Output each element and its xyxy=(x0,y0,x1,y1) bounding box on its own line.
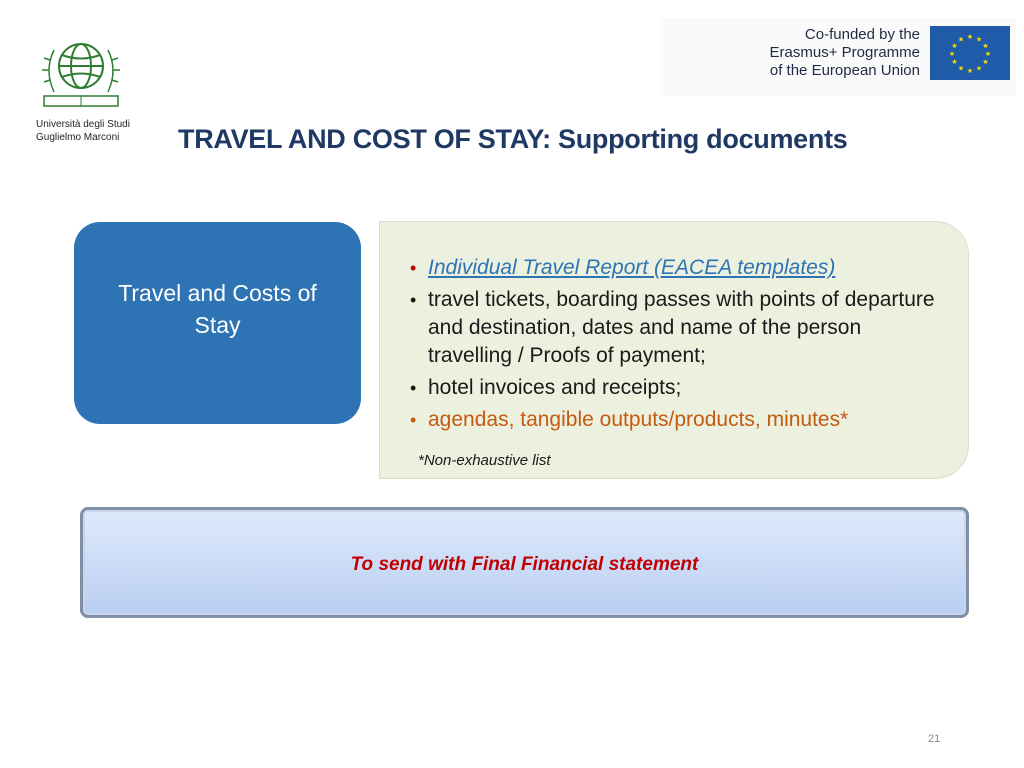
list-item xyxy=(410,374,950,402)
list-item-text: travel tickets, boarding passes with points of departure and destination, dates and name of the person travelling / Proofs of payment; xyxy=(428,288,935,367)
category-label: Travel and Costs of Stay xyxy=(118,280,317,338)
page-title: TRAVEL AND COST OF STAY: Supporting documents xyxy=(178,124,848,154)
university-name xyxy=(36,118,130,144)
university-name-line1: Università degli Studi xyxy=(36,119,130,130)
university-name-line2: Guglielmo Marconi xyxy=(36,132,120,143)
eu-text-line2: Erasmus+ Programme xyxy=(769,44,920,61)
svg-text:★: ★ xyxy=(982,42,989,50)
svg-text:★: ★ xyxy=(982,58,989,66)
university-logo xyxy=(32,30,142,150)
svg-text:★: ★ xyxy=(951,42,958,50)
banner-text: To send with Final Financial statement xyxy=(350,554,699,575)
svg-text:★: ★ xyxy=(984,50,992,58)
category-box xyxy=(74,222,361,424)
final-statement-banner xyxy=(80,507,969,618)
bullet-icon: • xyxy=(410,410,417,430)
svg-text:★: ★ xyxy=(948,50,956,58)
bullet-icon: • xyxy=(410,290,417,310)
bullet-icon: • xyxy=(410,378,417,398)
svg-text:★: ★ xyxy=(966,33,974,41)
list-item-text: hotel invoices and receipts; xyxy=(428,376,682,399)
svg-text:★: ★ xyxy=(957,64,965,73)
eu-cofunding-text xyxy=(770,26,920,80)
list-item-text: agendas, tangible outputs/products, minutes* xyxy=(428,408,849,431)
list-item xyxy=(410,254,950,282)
svg-text:★: ★ xyxy=(957,35,965,44)
eu-text-line1: Co-funded by the xyxy=(804,26,920,43)
travel-report-link[interactable]: Individual Travel Report (EACEA templates) xyxy=(428,256,836,279)
svg-text:★: ★ xyxy=(951,58,958,66)
svg-text:★: ★ xyxy=(966,67,974,75)
svg-text:★: ★ xyxy=(975,35,983,44)
globe-emblem-icon xyxy=(36,30,126,116)
eu-text-line3: of the European Union xyxy=(769,62,920,79)
documents-list xyxy=(410,254,950,438)
bullet-icon: • xyxy=(410,258,417,278)
list-item xyxy=(410,286,950,370)
svg-text:★: ★ xyxy=(975,64,983,73)
list-item xyxy=(410,406,950,434)
footnote: *Non-exhaustive list xyxy=(418,452,551,469)
page-number: 21 xyxy=(928,733,941,745)
documents-panel xyxy=(379,221,969,479)
eu-flag-icon xyxy=(930,26,1010,80)
